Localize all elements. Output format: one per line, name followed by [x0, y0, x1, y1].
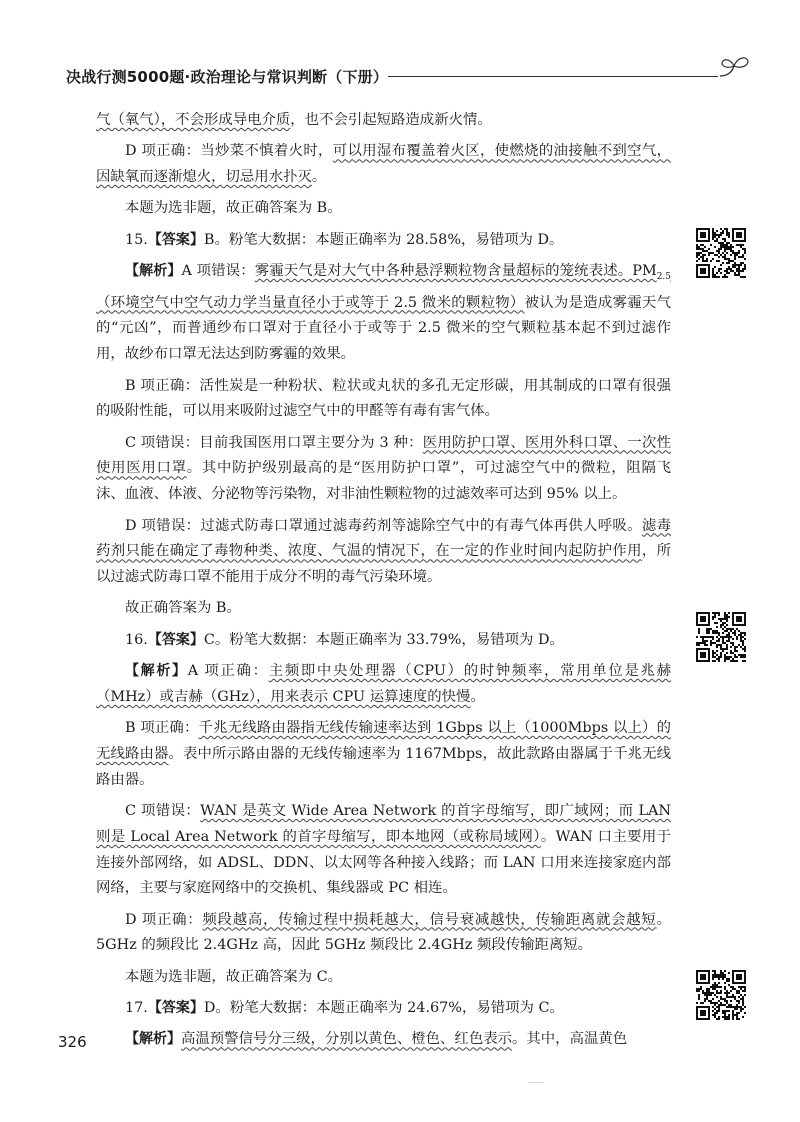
- analysis-16-a: [96, 659, 671, 711]
- conclusion-15: [96, 596, 671, 622]
- text-span: 。其中，高温黄色: [512, 1031, 628, 1048]
- analysis-16-d: [96, 908, 671, 960]
- text-span: D 项正确：当炒菜不慎着火时，: [125, 143, 333, 160]
- text-span: 本题为选非题，故正确答案为 B。: [125, 200, 342, 217]
- analysis-16-c: [96, 799, 671, 902]
- footer-mark: [528, 1082, 544, 1083]
- analysis-label: 【解析】: [125, 262, 182, 279]
- text-span: ，也不会引起短路造成新火情。: [290, 112, 492, 128]
- qr-code-icon[interactable]: [696, 612, 746, 662]
- question-number: 16.: [125, 631, 148, 648]
- analysis-15-d: [96, 514, 671, 591]
- analysis-16-b: [96, 716, 671, 793]
- text-span: 。: [470, 688, 485, 705]
- header-rule: [388, 76, 718, 77]
- qr-code-icon[interactable]: [696, 228, 746, 278]
- paragraph-2: [96, 139, 671, 191]
- analysis-17: [96, 1027, 671, 1053]
- conclusion-16: [96, 965, 671, 991]
- paragraph-1: [96, 108, 671, 134]
- answer-label: 【答案】: [147, 231, 204, 248]
- text-span: 千兆无线路由器指无线传输速率达到 1Gbps 以上（1000Mbps 以上）的无线路由器: [96, 720, 671, 762]
- text-span: C 项错误：目前我国医用口罩主要分为 3 种：: [125, 434, 423, 451]
- text-span: B 项正确：活性炭是一种粉状、粒状或丸状的多孔无定形碳，用其制成的口罩有很强的吸附性能，可以用来吸附过滤空气中的甲醛等有毒有害气体。: [96, 377, 671, 420]
- text-span: 频段越高，传输过程中损耗越大，信号衰减越快，传输距离就会越短: [202, 911, 657, 928]
- text-span: 。其中防护级别最高的是“医用防护口罩”，可过滤空气中的微粒，阻隔飞沫、血液、体液、分泌物等污染物，对非油性颗粒物的过滤效率可达到 95% 以上。: [96, 460, 671, 503]
- text-span: 气（氧气），不会形成导电介质: [96, 112, 291, 128]
- text-span: A 项正确：: [187, 663, 269, 680]
- text-span: 高温预警信号分三级，分别以黄色、橙色、红色表示: [181, 1031, 512, 1048]
- text-span: WAN 是英文 Wide Area Network 的首字母缩写，即广域网；而 LAN 则是 Local Area Network 的首字母缩写，即本地网（或称局域网）: [96, 803, 671, 845]
- question-number: 17.: [125, 1000, 148, 1017]
- text-span: ，所以过滤式防毒口罩不能用于成分不明的毒气污染环境。: [96, 543, 671, 586]
- paragraph-3: [96, 196, 671, 222]
- text-span: 。表中所示路由器的无线传输速率为 1167Mbps，故此款路由器属于千兆无线路由器。: [96, 745, 671, 788]
- text-span: 。: [311, 169, 327, 186]
- text-span: D 项正确：: [125, 911, 203, 928]
- answer-label: 【答案】: [147, 631, 204, 648]
- qr-code-icon[interactable]: [696, 970, 746, 1020]
- text-span: 本题为选非题，故正确答案为 C。: [125, 968, 343, 985]
- leaf-icon: [716, 54, 752, 84]
- text-span: D。粉笔大数据：本题正确率为 24.67%，易错项为 C。: [203, 1000, 564, 1017]
- text-span: B。粉笔大数据：本题正确率为 28.58%，易错项为 D。: [203, 231, 564, 248]
- text-span: C。粉笔大数据：本题正确率为 33.79%，易错项为 D。: [203, 631, 564, 648]
- text-span: 可以用湿布覆盖着火区，使燃烧的油接触不到空气，因缺氧而逐渐熄火，切忌用水扑灭: [96, 143, 671, 186]
- text-span: C 项错误：: [125, 803, 201, 819]
- answer-label: 【答案】: [147, 1000, 204, 1017]
- page-number: 326: [58, 1033, 87, 1051]
- answer-15: [96, 228, 671, 254]
- analysis-15-a: [96, 259, 671, 368]
- question-number: 15.: [125, 231, 148, 248]
- text-span: A 项错误：: [181, 262, 255, 279]
- text-span: 雾霾天气是对大气中各种悬浮颗粒物含量超标的笼统表述。$PM_{2.5}$（环境空气中空气动力学当量直径小于或等于 2.5 微米的颗粒物）: [96, 262, 672, 311]
- text-span: D 项错误：过滤式防毒口罩通过滤毒药剂等滤除空气中的有毒气体再供人呼吸。: [125, 517, 642, 534]
- text-span: 主频即中央处理器（CPU）的时钟频率，常用单位是兆赫（MHz）或吉赫（GHz），用来表示 CPU 运算速度的快慢: [96, 663, 672, 705]
- text-span: 故正确答案为 B。: [125, 600, 241, 617]
- text-span: B 项正确：: [125, 720, 199, 737]
- analysis-label: 【解析】: [125, 663, 188, 680]
- running-header: [60, 62, 750, 92]
- text-span: 医用防护口罩、医用外科口罩、一次性使用医用口罩: [96, 434, 671, 477]
- analysis-15-c: [96, 431, 671, 508]
- text-span: 。5GHz 的频段比 2.4GHz 高，因此 5GHz 频段比 2.4GHz 频段传输距离短。: [96, 911, 671, 954]
- answer-17: [96, 996, 671, 1022]
- text-span: 被认为是造成雾霾天气的“元凶”，而普通纱布口罩对于直径小于或等于 2.5 微米的空气颗粒基本起不到过滤作用，故纱布口罩无法达到防雾霾的效果。: [96, 294, 671, 363]
- answer-16: [96, 628, 671, 654]
- page-body: [96, 108, 671, 1059]
- analysis-15-b: [96, 374, 671, 426]
- analysis-label: 【解析】: [125, 1031, 181, 1048]
- text-span: 。WAN 口主要用于连接外部网络，如 ADSL、DDN、以太网等各种接入线路；而 LAN 口用来连接家庭内部网络，主要与家庭网络中的交换机、集线器或 PC 相连。: [96, 828, 671, 897]
- text-span: 滤毒药剂只能在确定了毒物种类、浓度、气温的情况下，在一定的作业时间内起防护作用: [96, 517, 671, 560]
- book-title: 决战行测5000题·政治理论与常识判断（下册）: [66, 68, 389, 86]
